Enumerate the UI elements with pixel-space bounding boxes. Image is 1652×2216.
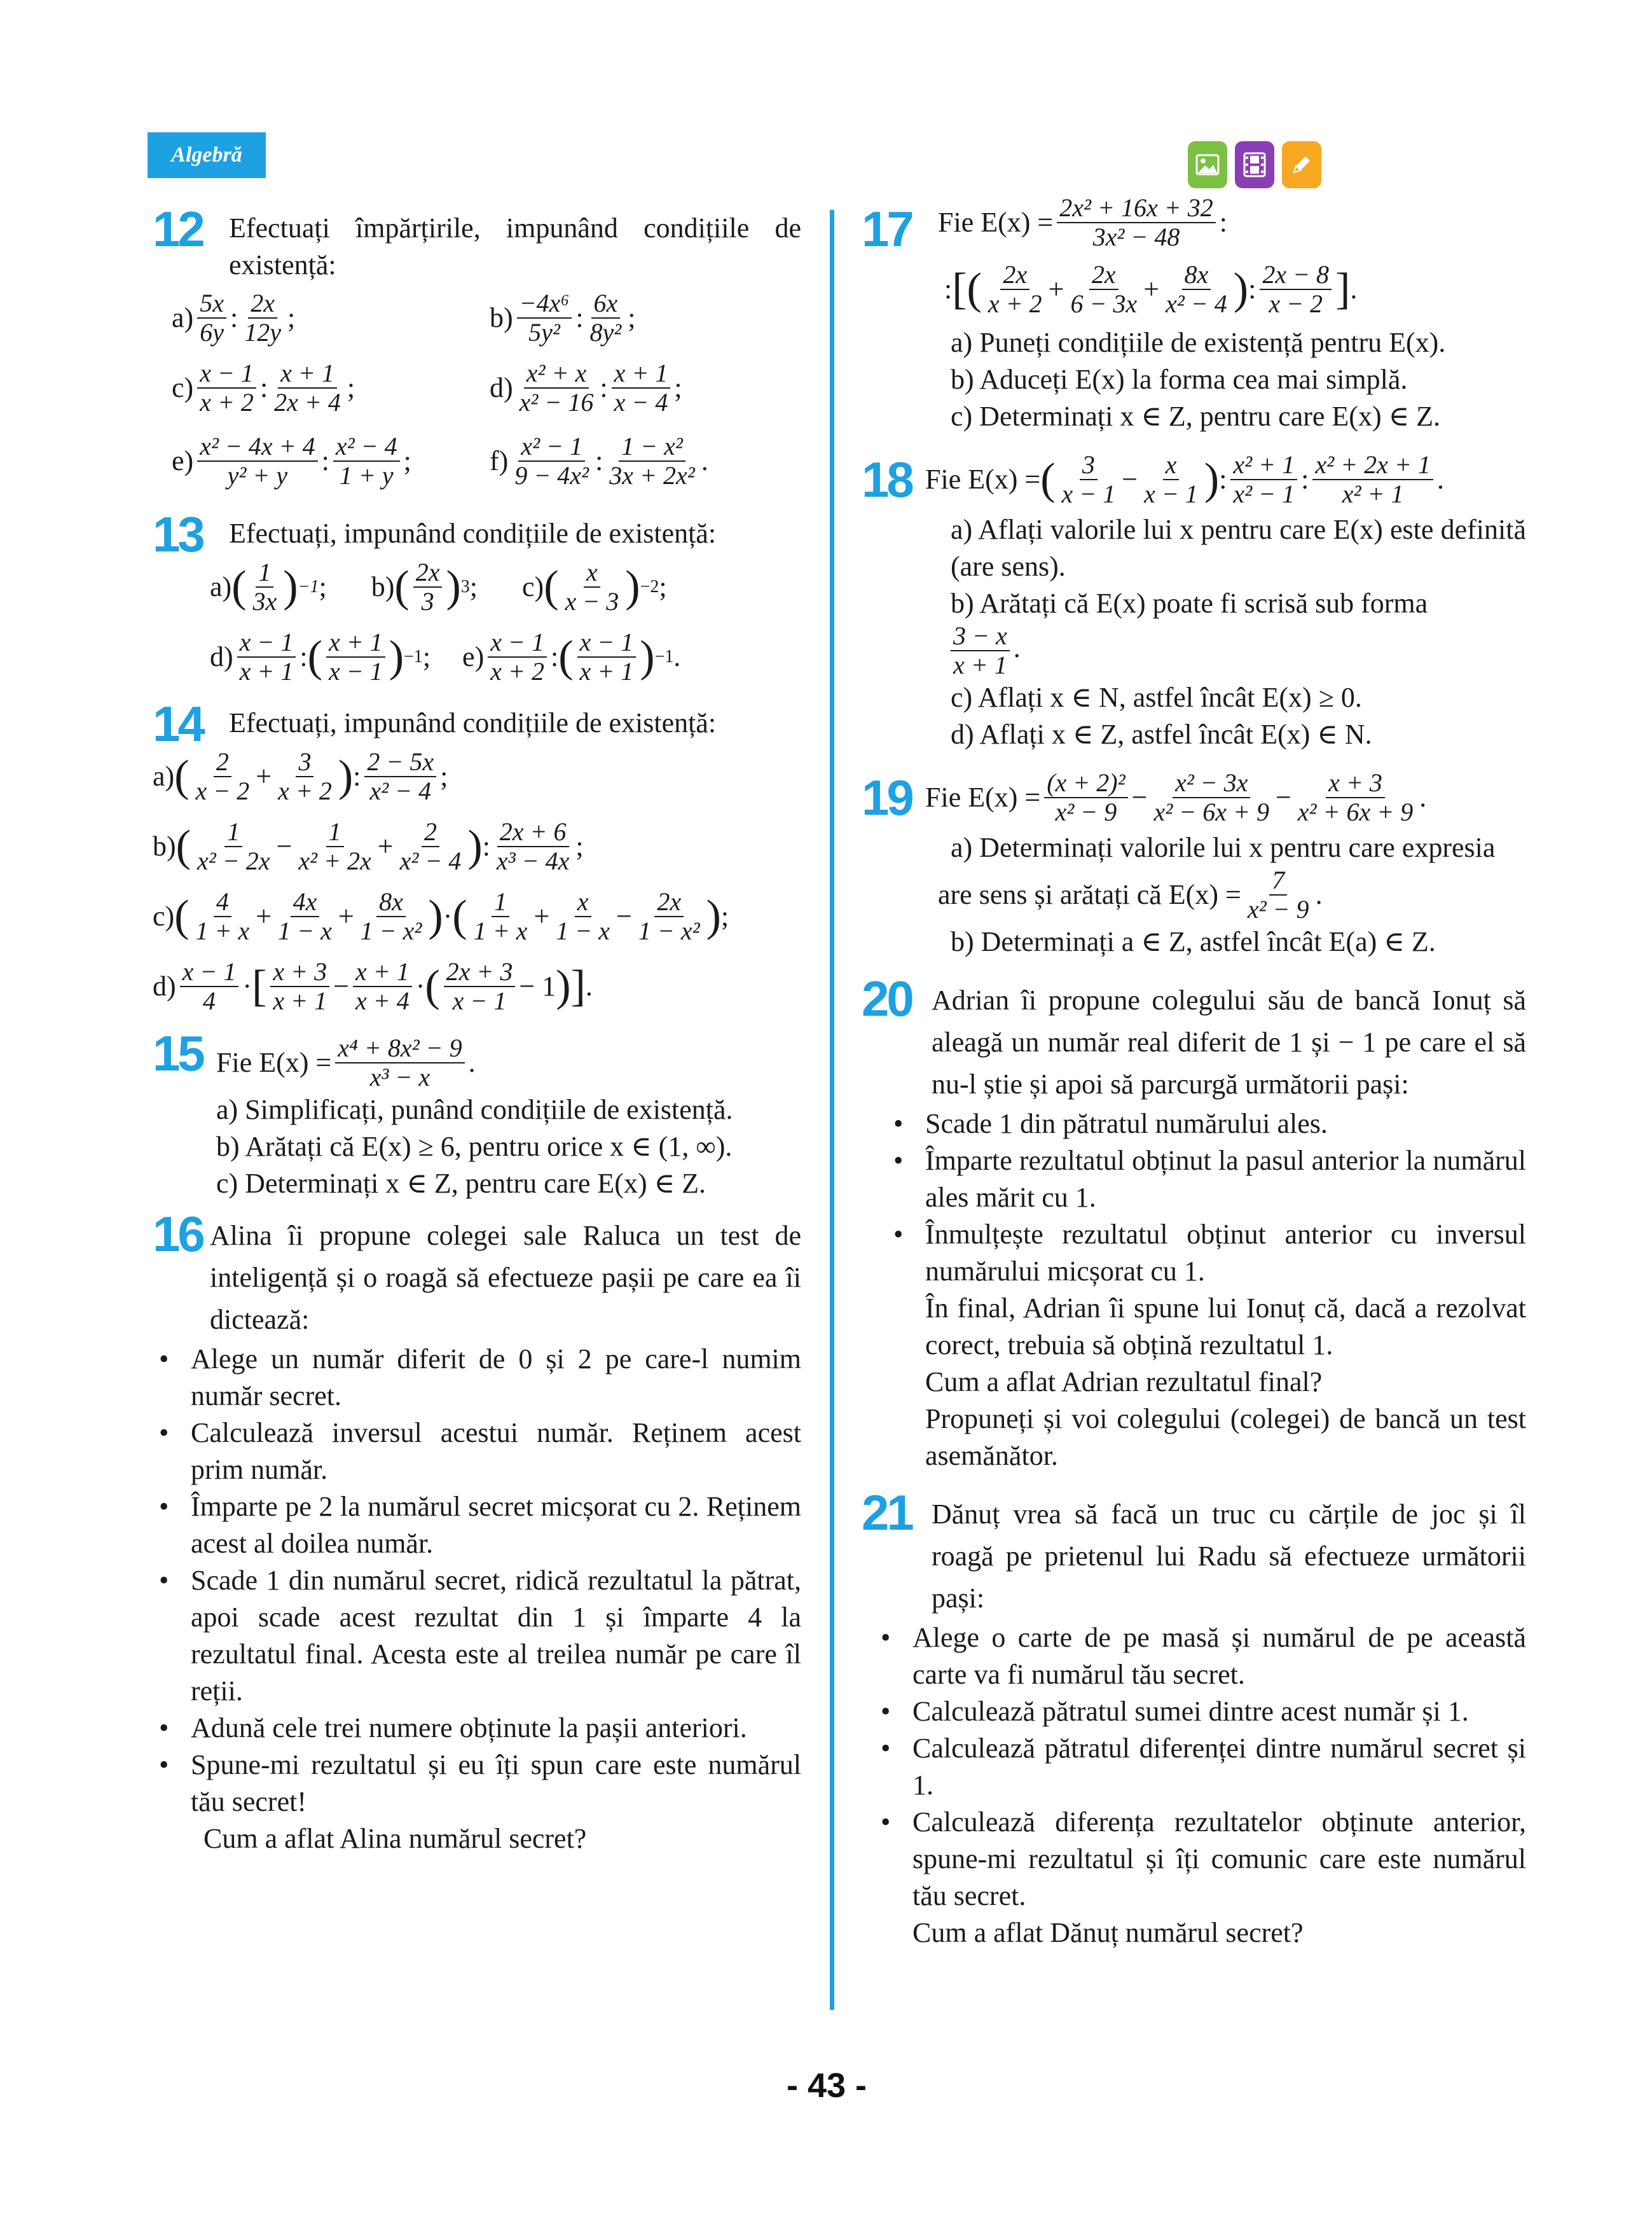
column-divider xyxy=(830,210,834,2010)
list-item: • Spune-mi rezultatul și eu îți spun care este numărul tău secret! xyxy=(178,1747,801,1820)
list-item: • Calculează diferența rezultatelor obținute anterior, spune-mi rezultatul și îți comunic care este numărul tău secret. xyxy=(900,1804,1526,1915)
part-b: b) Aduceți E(x) la forma cea mai simplă. xyxy=(951,364,1408,395)
problem-number: 18 xyxy=(862,452,912,508)
problem-statement: Adrian îi propune colegului său de bancă Ionuț să aleagă un număr real diferit de 1 și − 1 pe care el să nu-l știe și apoi să parcurgă următorii pași: xyxy=(932,985,1526,1100)
page-number: - 43 - xyxy=(786,2067,867,2105)
list-item: • Calculează pătratul sumei dintre acest număr și 1. xyxy=(900,1693,1526,1730)
problem-21 xyxy=(862,1485,1526,1951)
part-a-cont: are sens și arătați că E(x) = $\frac{7}{\text{x² − 9}}$ . xyxy=(938,866,1323,924)
problem-number: 13 xyxy=(153,506,203,562)
paragraph: Propuneți și voi colegului (colegei) de bancă un test asemănător. xyxy=(925,1403,1526,1471)
fraction: $\frac{x + 1}{x - 4}$ xyxy=(612,359,671,417)
problem-18 xyxy=(862,448,1526,753)
film-icon[interactable] xyxy=(1235,141,1274,188)
exercise-c: c) $\frac{x - 1}{x + 2}$ : $\frac{x + 1}{2x + 4}$ ; xyxy=(172,359,355,417)
pencil-icon[interactable] xyxy=(1282,141,1321,188)
resource-icons xyxy=(1188,141,1321,188)
exercise-d: d) $\frac{\text{x² + x}}{\text{x² − 16}}$ : $\frac{x + 1}{x - 4}$ ; xyxy=(490,359,682,417)
problem-number: 16 xyxy=(153,1206,203,1262)
part-a: a) Puneți condițiile de existență pentru E(x). xyxy=(951,327,1446,358)
exercise-d: d) $\frac{x - 1}{4}$ · [ $\frac{x + 3}{x + 1}$ − $\frac{x + 1}{x + 4}$ · ( $\frac{2x + 3}{x - 1}$ − 1 ) ] . xyxy=(153,957,593,1015)
part-b-fraction: $\frac{3 - x}{x + 1}$ . xyxy=(951,622,1526,679)
closing-question: Cum a aflat Dănuț numărul secret? xyxy=(912,1917,1304,1948)
item-label: f) xyxy=(490,445,509,476)
problem-number: 19 xyxy=(862,770,912,826)
exercise-b: b) $\frac{\text{−4x⁶}}{\text{5y²}}$ : $\frac{6x}{\text{8y²}}$ ; xyxy=(490,289,636,347)
right-column xyxy=(862,191,1526,1964)
fraction: $\frac{\text{x² − 4}}{1 + y}$ xyxy=(333,433,400,490)
paragraph: În final, Adrian îi spune lui Ionuț că, dacă a rezolvat corect, trebuia să obțină rezultatul 1. xyxy=(925,1292,1526,1361)
problem-15 xyxy=(153,1025,801,1202)
part-b: b) Determinați a ∈ Z, astfel încât E(a) ∈ Z. xyxy=(951,926,1436,957)
fraction: $\frac{2x}{12y}$ xyxy=(244,289,281,347)
paragraph: Cum a aflat Adrian rezultatul final? xyxy=(925,1366,1323,1397)
problem-number: 12 xyxy=(153,201,203,257)
problem-number: 15 xyxy=(153,1025,203,1081)
expression: Fie E(x) = ( $\frac{3}{x - 1}$ − $\frac{x}{x - 1}$ ) : $\frac{\text{x² + 1}}{\text{x² − 1}}$ : $\frac{\text{x² + 2x + 1}}{\text{x² + 1}}$ . xyxy=(925,450,1444,508)
fraction: $\frac{6x}{\text{8y²}}$ xyxy=(589,289,622,347)
fraction: $\frac{5x}{6y}$ xyxy=(197,289,226,347)
list-item: • Adună cele trei numere obținute la pașii anteriori. xyxy=(178,1710,801,1747)
problem-number: 21 xyxy=(862,1485,912,1541)
problem-number: 20 xyxy=(862,971,912,1027)
image-icon[interactable] xyxy=(1188,141,1227,188)
fraction: $\frac{\text{1 − x²}}{\text{3x + 2x²}}$ xyxy=(609,432,695,490)
left-column xyxy=(153,201,801,1870)
exercise-b: b) ( $\frac{1}{\text{x² − 2x}}$ − $\frac{1}{\text{x² + 2x}}$ + $\frac{2}{\text{x² − 4}}$ ) : $\frac{2x + 6}{\text{x³ − 4x}}$ ; xyxy=(153,817,584,875)
item-label: a) xyxy=(172,302,194,333)
exercise-a: a) $\frac{5x}{6y}$ : $\frac{2x}{12y}$ ; xyxy=(172,289,296,347)
fraction: $\frac{\text{x² − 1}}{\text{9 − 4x²}}$ xyxy=(514,432,589,490)
list-item: • Alege o carte de pe masă și numărul de pe această carte va fi numărul tău secret. xyxy=(900,1619,1526,1693)
list-item: • Împarte rezultatul obținut la pasul anterior la numărul ales mărit cu 1. xyxy=(912,1142,1526,1216)
steps-list xyxy=(887,1105,1526,1290)
fraction: $\frac{\text{x² + x}}{\text{x² − 16}}$ xyxy=(519,359,594,417)
part-a: a) Aflați valorile lui x pentru care E(x) este definită (are sens). xyxy=(951,514,1526,582)
problem-statement: Efectuați, impunând condițiile de existență: xyxy=(229,518,717,549)
exercise-a: a) ( $\frac{2}{x - 2}$ + $\frac{3}{x + 2}$ ) : $\frac{2 - 5x}{\text{x² − 4}}$ ; xyxy=(153,747,448,805)
part-c: c) Aflați x ∈ N, astfel încât E(x) ≥ 0. xyxy=(951,682,1362,713)
part-b: b) Arătați că E(x) poate fi scrisă sub forma xyxy=(951,588,1428,619)
problem-12 xyxy=(153,201,801,496)
expression-line-2: : [ ( $\frac{2x}{x + 2}$ + $\frac{2x}{6 - 3x}$ + $\frac{8x}{\text{x² − 4}}$ ) : $\frac{2x - 8}{x - 2}$ ] . xyxy=(944,260,1358,318)
expression-line-1: Fie E(x) = $\frac{\text{2x² + 16x + 32}}{\text{3x² − 48}}$ : xyxy=(938,193,1227,251)
problem-20 xyxy=(862,971,1526,1474)
fraction: $\frac{\text{x² − 4x + 4}}{\text{y² + y}}$ xyxy=(197,433,317,490)
problem-19 xyxy=(862,766,1526,960)
item-label: e) xyxy=(172,445,194,476)
problem-17 xyxy=(862,191,1526,435)
expression: Fie E(x) = $\frac{\text{(x + 2)²}}{\text{x² − 9}}$ − $\frac{\text{x² − 3x}}{\text{x² − 6x + 9}}$ − $\frac{x + 3}{\text{x² + 6x + 9}}$ . xyxy=(925,768,1427,826)
exercise-grid xyxy=(172,286,801,496)
exercise-c: c) ( $\frac{4}{1 + x}$ + $\frac{4x}{1 - x}$ + $\frac{8x}{\text{1 − x²}}$ ) · ( $\frac{1}{1 + x}$ + $\frac{x}{1 - x}$ − $\frac{2x}{\text{1 − x²}}$ ) ; xyxy=(153,887,729,945)
item-label: b) xyxy=(490,302,513,333)
list-item: • Scade 1 din numărul secret, ridică rezultatul la pătrat, apoi scade acest rezultat din 1 și împarte 4 la rezultatul final. Acesta este al treilea număr pe care îl reții. xyxy=(178,1562,801,1710)
list-item: • Alege un număr diferit de 0 și 2 pe care-l numim număr secret. xyxy=(178,1341,801,1415)
part-a: a) Simplificați, punând condițiile de existență. xyxy=(216,1094,733,1125)
list-item: • Împarte pe 2 la numărul secret micșorat cu 2. Reținem acest al doilea număr. xyxy=(178,1488,801,1562)
part-d: d) Aflați x ∈ Z, astfel încât E(x) ∈ N. xyxy=(951,719,1372,750)
chapter-tag xyxy=(148,132,266,178)
problem-statement: Efectuați împărțirile, impunând condițiile de existență: xyxy=(229,212,801,280)
list-item: • Calculează pătratul diferenței dintre numărul secret și 1. xyxy=(900,1730,1526,1804)
part-c: c) Determinați x ∈ Z, pentru care E(x) ∈ Z. xyxy=(216,1168,706,1199)
exercise-row-1: a) ( $\frac{1}{3x}$ ) −1 ; b) ( $\frac{2x}{3}$ ) 3 ; c) ( $\frac{x}{x - 3}$ ) −2 ; xyxy=(210,558,667,616)
fraction: $\frac{x + 1}{2x + 4}$ xyxy=(274,359,341,417)
part-c: c) Determinați x ∈ Z, pentru care E(x) ∈ Z. xyxy=(951,401,1441,432)
list-item: • Calculează inversul acestui număr. Reținem acest prim număr. xyxy=(178,1415,801,1488)
fraction: $\frac{\text{−4x⁶}}{\text{5y²}}$ xyxy=(517,289,572,347)
list-item: • Înmulțește rezultatul obținut anterior cu inversul numărului micșorat cu 1. xyxy=(912,1216,1526,1290)
part-b: b) Arătați că E(x) ≥ 6, pentru orice x ∈ (1, ∞). xyxy=(216,1131,733,1162)
steps-list xyxy=(153,1341,801,1820)
problem-number: 17 xyxy=(862,201,912,257)
list-item: • Scade 1 din pătratul numărului ales. xyxy=(912,1105,1526,1142)
chapter-tag-label: Algebră xyxy=(171,143,242,167)
item-label: c) xyxy=(172,372,194,403)
part-a: a) Determinați valorile lui x pentru care expresia xyxy=(951,832,1496,863)
problem-statement: Dănuț vrea să facă un truc cu cărțile de joc și îl roagă pe prietenul lui Radu să efectueze următorii pași: xyxy=(932,1499,1526,1614)
problem-16 xyxy=(153,1206,801,1857)
steps-list xyxy=(874,1619,1526,1915)
problem-14 xyxy=(153,696,801,1021)
item-label: d) xyxy=(490,372,513,403)
problem-statement: Efectuați, impunând condițiile de existență: xyxy=(229,707,717,738)
closing-question: Cum a aflat Alina numărul secret? xyxy=(203,1823,587,1854)
exercise-row-2: d) $\frac{x - 1}{x + 1}$ : ( $\frac{x + 1}{x - 1}$ ) −1 ; e) $\frac{x - 1}{x + 2}$ : ( $\frac{x - 1}{x + 1}$ ) −1 . xyxy=(210,628,681,686)
problem-number: 14 xyxy=(153,696,203,752)
expression: Fie E(x) = $\frac{\text{x⁴ + 8x² − 9}}{\text{x³ − x}}$ . xyxy=(216,1034,476,1091)
fraction: $\frac{x - 1}{x + 2}$ xyxy=(197,359,256,417)
exercise-f: f) $\frac{\text{x² − 1}}{\text{9 − 4x²}}$ : $\frac{\text{1 − x²}}{\text{3x + 2x²}}$ . xyxy=(490,432,708,490)
problem-statement: Alina îi propune colegei sale Raluca un test de inteligență și o roagă să efectueze pașii pe care ea îi dictează: xyxy=(210,1220,801,1335)
problem-13 xyxy=(153,506,801,692)
exercise-e: e) $\frac{\text{x² − 4x + 4}}{\text{y² + y}}$ : $\frac{\text{x² − 4}}{1 + y}$ ; xyxy=(172,432,411,490)
